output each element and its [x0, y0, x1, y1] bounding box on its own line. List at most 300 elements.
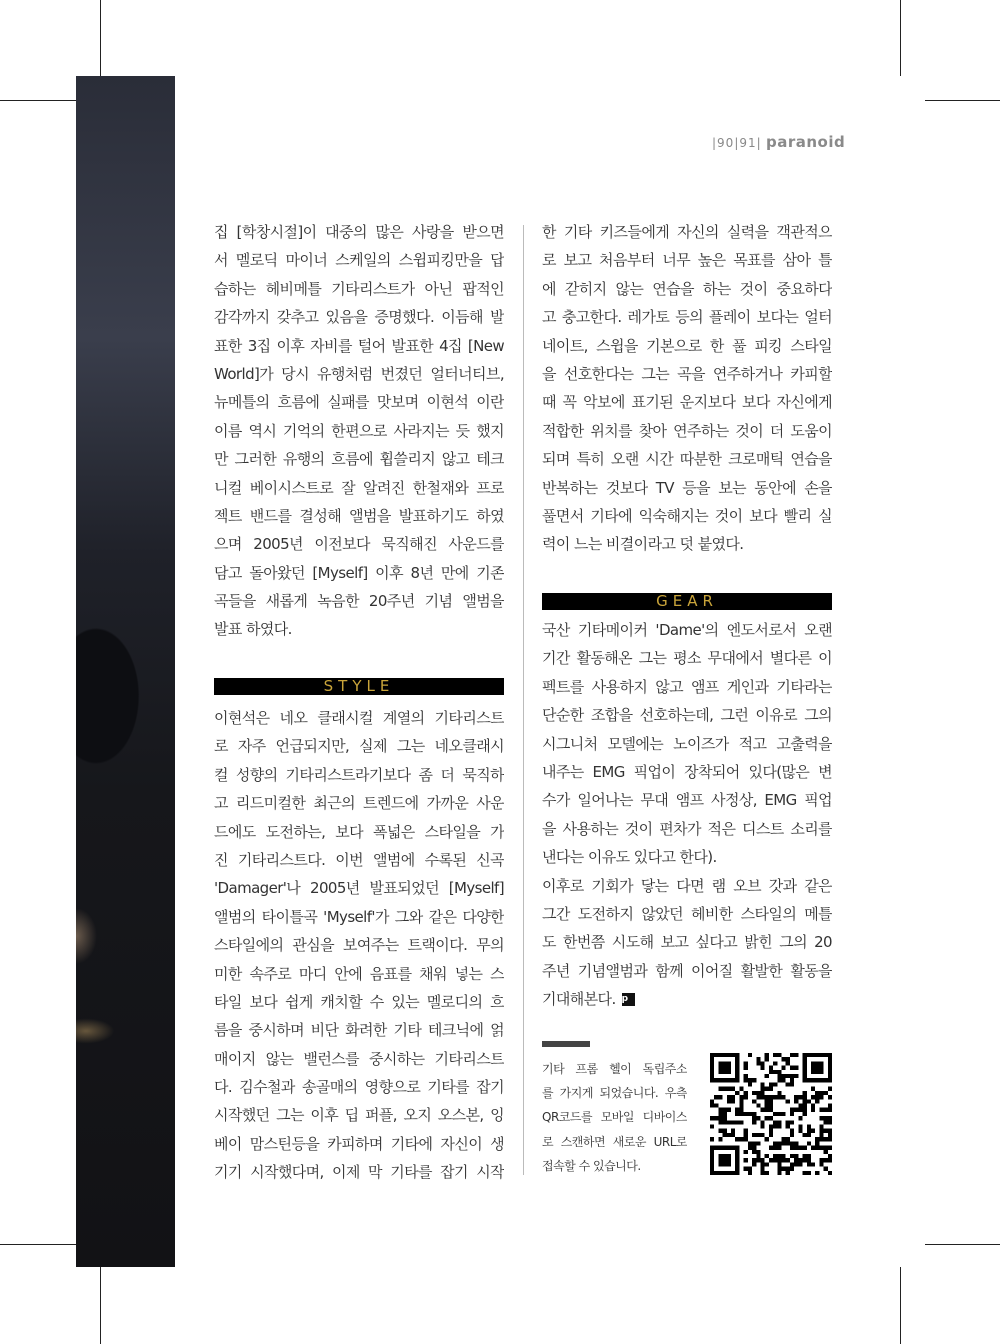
qr-module [769, 1125, 773, 1129]
text-line [214, 360, 504, 388]
qr-module [777, 1158, 781, 1162]
qr-module [756, 1150, 760, 1154]
qr-module [811, 1053, 815, 1057]
text-line [542, 1154, 687, 1178]
qr-module [777, 1146, 781, 1150]
text-line [542, 246, 832, 274]
qr-module [790, 1074, 794, 1078]
qr-module [718, 1162, 722, 1166]
end-of-article-icon: p [622, 993, 635, 1006]
qr-module [756, 1116, 760, 1120]
qr-module [773, 1082, 777, 1086]
qr-module [777, 1053, 781, 1057]
qr-module [760, 1162, 764, 1166]
text-line [214, 1101, 504, 1129]
qr-module [782, 1095, 786, 1099]
qr-module [760, 1091, 764, 1095]
qr-module [718, 1158, 722, 1162]
qr-module [765, 1057, 769, 1061]
text-line-content: 니컬 베이시스트로 잘 알려진 한철재와 프로 [214, 478, 504, 497]
text-line [214, 1073, 504, 1101]
qr-module [798, 1103, 802, 1107]
qr-module [731, 1053, 735, 1057]
qr-module [811, 1066, 815, 1070]
qr-module [727, 1087, 731, 1091]
qr-module [731, 1133, 735, 1137]
qr-module [803, 1053, 807, 1057]
qr-module [777, 1162, 781, 1166]
qr-module [765, 1162, 769, 1166]
qr-module [735, 1070, 739, 1074]
text-line [542, 843, 832, 871]
gear-body-1 [542, 616, 832, 872]
qr-module [777, 1095, 781, 1099]
qr-module [815, 1091, 819, 1095]
qr-module [811, 1070, 815, 1074]
qr-module [760, 1066, 764, 1070]
magazine-logo: paranoid [766, 133, 846, 151]
text-line-content: 서 멜로딕 마이너 스케일의 스윕피킹만을 답 [214, 251, 504, 270]
text-line [214, 530, 504, 558]
qr-module [769, 1095, 773, 1099]
qr-module [786, 1120, 790, 1124]
qr-module [723, 1129, 727, 1133]
text-line-content: 시작했던 그는 이후 딥 퍼플, 오지 오스본, 잉 [214, 1106, 504, 1125]
text-line-content: 기타 프롬 헬이 독립주소 [542, 1062, 687, 1076]
qr-module [723, 1158, 727, 1162]
qr-module [727, 1099, 731, 1103]
text-line [214, 615, 504, 643]
text-line-content: 뉴메틀의 흐름에 실패를 맛보며 이현석 이란 [214, 393, 504, 412]
qr-module [777, 1154, 781, 1158]
qr-module [723, 1070, 727, 1074]
qr-module [794, 1074, 798, 1078]
text-line-content: 을 사용하는 것이 편차가 적은 디스트 소리를 [542, 819, 832, 838]
qr-module [824, 1108, 828, 1112]
qr-module [819, 1070, 823, 1074]
text-line [542, 303, 832, 331]
qr-module [727, 1095, 731, 1099]
qr-module [748, 1112, 752, 1116]
text-line [214, 1158, 504, 1186]
qr-module [727, 1061, 731, 1065]
text-line [214, 818, 504, 846]
qr-module [756, 1091, 760, 1095]
qr-module [807, 1171, 811, 1175]
qr-module [815, 1066, 819, 1070]
text-line-content: 력이 느는 비결이라고 덧 붙였다. [542, 535, 744, 554]
qr-module [803, 1112, 807, 1116]
qr-module [718, 1066, 722, 1070]
qr-module [786, 1158, 790, 1162]
qr-module [760, 1087, 764, 1091]
qr-module [744, 1167, 748, 1171]
qr-module [769, 1116, 773, 1120]
text-line-content: 이후로 기회가 닿는 다면 램 오브 갓과 같은 [542, 876, 832, 895]
qr-module [773, 1061, 777, 1065]
qr-module [798, 1125, 802, 1129]
qr-module [744, 1150, 748, 1154]
qr-module [769, 1108, 773, 1112]
qr-module [718, 1087, 722, 1091]
qr-module [790, 1162, 794, 1166]
qr-module [760, 1082, 764, 1086]
text-line-content: 집 [학창시절]이 대중의 많은 사랑을 받으면 [214, 223, 504, 241]
qr-module [811, 1087, 815, 1091]
qr-module [786, 1167, 790, 1171]
qr-module [748, 1053, 752, 1057]
text-line-content: 앨범의 타이틀곡 'Myself'가 그와 같은 다양한 [214, 907, 504, 926]
qr-module [790, 1120, 794, 1124]
qr-module [723, 1120, 727, 1124]
qr-module [824, 1158, 828, 1162]
qr-module [769, 1070, 773, 1074]
qr-module [782, 1066, 786, 1070]
qr-module [815, 1053, 819, 1057]
text-line [214, 559, 504, 587]
text-line-content: 젝트 밴드를 결성해 앨범을 발표하기도 하였 [214, 506, 504, 525]
qr-module [744, 1129, 748, 1133]
qr-module [807, 1141, 811, 1145]
qr-module [718, 1078, 722, 1082]
qr-module [735, 1120, 739, 1124]
qr-module [748, 1167, 752, 1171]
qr-module [828, 1146, 832, 1150]
qr-module [714, 1116, 718, 1120]
text-line-content: 만 그러한 유행의 흐름에 휩쓸리지 않고 테크 [214, 450, 504, 469]
text-line [214, 874, 504, 902]
qr-module [760, 1158, 764, 1162]
qr-module [777, 1125, 781, 1129]
qr-module [714, 1053, 718, 1057]
qr-module [769, 1066, 773, 1070]
qr-module [790, 1141, 794, 1145]
qr-module [735, 1057, 739, 1061]
text-line [542, 928, 832, 956]
text-line [542, 332, 832, 360]
qr-module [735, 1078, 739, 1082]
qr-module [824, 1120, 828, 1124]
qr-module [819, 1078, 823, 1082]
text-line [542, 360, 832, 388]
qr-module [803, 1108, 807, 1112]
text-line [542, 985, 832, 1013]
qr-module [723, 1078, 727, 1082]
qr-module [819, 1091, 823, 1095]
text-line-content: 를 가지게 되었습니다. 우측 [542, 1086, 687, 1101]
qr-module [710, 1099, 714, 1103]
qr-module [735, 1074, 739, 1078]
qr-module [815, 1137, 819, 1141]
text-line [214, 704, 504, 732]
qr-module [723, 1053, 727, 1057]
qr-module [748, 1082, 752, 1086]
text-line-content: 이름 역시 기억의 한편으로 사라지는 듯 했지 [214, 421, 504, 440]
qr-module [803, 1074, 807, 1078]
qr-module [769, 1103, 773, 1107]
qr-module [710, 1057, 714, 1061]
crop-mark [100, 1267, 101, 1344]
qr-module [798, 1162, 802, 1166]
qr-module [807, 1129, 811, 1133]
qr-module [790, 1078, 794, 1082]
text-line [214, 732, 504, 760]
text-line-content: 베이 맘스틴등을 카피하며 기타에 자신이 생 [214, 1134, 504, 1153]
qr-module [714, 1095, 718, 1099]
style-heading: STYLE [214, 678, 504, 695]
qr-module [819, 1053, 823, 1057]
crop-mark [100, 0, 101, 76]
crop-mark [925, 100, 1000, 101]
qr-module [760, 1125, 764, 1129]
qr-module [710, 1053, 714, 1057]
qr-module [794, 1108, 798, 1112]
text-line [214, 1016, 504, 1044]
text-line-content: 되며 특히 오랜 시간 따분한 크로매틱 연습을 [542, 450, 832, 469]
crop-mark [900, 1267, 901, 1344]
qr-module [773, 1112, 777, 1116]
qr-module [811, 1146, 815, 1150]
right-intro [542, 218, 832, 559]
text-line-content: 스타일에의 관심을 보여주는 트랙이다. 무의 [214, 936, 504, 955]
qr-module [723, 1154, 727, 1158]
qr-module [756, 1057, 760, 1061]
qr-module [727, 1133, 731, 1137]
qr-module [828, 1057, 832, 1061]
qr-module [765, 1087, 769, 1091]
qr-module [815, 1141, 819, 1145]
text-line-content: 에 갇히지 않는 연습을 하는 것이 중요하다 [542, 279, 832, 298]
text-line [214, 388, 504, 416]
qr-module [777, 1070, 781, 1074]
qr-module [794, 1066, 798, 1070]
qr-module [752, 1091, 756, 1095]
text-line-content: 수가 일어나는 무대 앰프 사정상, EMG 픽업 [542, 791, 832, 810]
text-line-content: 미한 속주로 마디 안에 음표를 채워 넣는 스 [214, 964, 504, 983]
qr-module [782, 1141, 786, 1145]
qr-module [782, 1167, 786, 1171]
qr-module [824, 1167, 828, 1171]
text-line [542, 1081, 687, 1105]
qr-module [828, 1087, 832, 1091]
qr-module [782, 1057, 786, 1061]
qr-module [756, 1061, 760, 1065]
text-line [214, 1045, 504, 1073]
text-line-content: 을 선호한다는 그는 곡을 연주하거나 카피할 [542, 364, 832, 383]
qr-module [718, 1146, 722, 1150]
qr-module [794, 1154, 798, 1158]
qr-module [739, 1108, 743, 1112]
qr-module [803, 1095, 807, 1099]
text-line-content: 펙트를 사용하지 않고 앰프 게인과 기타라는 [542, 677, 832, 696]
qr-module [790, 1133, 794, 1137]
qr-module [748, 1171, 752, 1175]
qr-module [828, 1129, 832, 1133]
qr-module [739, 1120, 743, 1124]
qr-module [807, 1158, 811, 1162]
qr-module [735, 1158, 739, 1162]
qr-module [723, 1133, 727, 1137]
text-line-content: 네이트, 스윕을 기본으로 한 풀 피킹 스타일 [542, 336, 832, 355]
qr-module [744, 1133, 748, 1137]
qr-module [807, 1078, 811, 1082]
qr-module [798, 1108, 802, 1112]
text-line [214, 931, 504, 959]
qr-module [723, 1108, 727, 1112]
text-line-content: 접속할 수 있습니다. [542, 1158, 641, 1173]
qr-module [769, 1146, 773, 1150]
qr-module [765, 1103, 769, 1107]
qr-module [769, 1158, 773, 1162]
qr-module [727, 1070, 731, 1074]
qr-module [773, 1158, 777, 1162]
qr-module [828, 1070, 832, 1074]
qr-module [794, 1053, 798, 1057]
qr-module [765, 1099, 769, 1103]
qr-module [815, 1171, 819, 1175]
qr-module [718, 1154, 722, 1158]
qr-module [718, 1116, 722, 1120]
qr-module [773, 1125, 777, 1129]
qr-module [803, 1146, 807, 1150]
qr-module [752, 1099, 756, 1103]
crop-mark [0, 100, 76, 101]
qr-module [765, 1074, 769, 1078]
qr-module [790, 1146, 794, 1150]
qr-module [773, 1070, 777, 1074]
qr-module [803, 1154, 807, 1158]
qr-module [744, 1158, 748, 1162]
qr-module [815, 1061, 819, 1065]
text-line [542, 474, 832, 502]
qr-module [731, 1120, 735, 1124]
qr-module [794, 1146, 798, 1150]
qr-module [786, 1137, 790, 1141]
qr-module [714, 1171, 718, 1175]
text-line-content: QR코드를 모바일 디바이스 [542, 1110, 687, 1125]
qr-module [782, 1137, 786, 1141]
text-line-content: 곡들을 새롭게 녹음한 20주년 기념 앨범을 [214, 592, 504, 611]
qr-module [735, 1112, 739, 1116]
qr-module [811, 1162, 815, 1166]
qr-module [819, 1146, 823, 1150]
qr-module [824, 1150, 828, 1154]
qr-module [828, 1171, 832, 1175]
text-line [542, 786, 832, 814]
text-line [542, 445, 832, 473]
qr-module [727, 1162, 731, 1166]
text-line-content: 진 기타리스트다. 이번 앨범에 수록된 신곡 [214, 850, 504, 869]
qr-module [807, 1154, 811, 1158]
qr-module [828, 1137, 832, 1141]
qr-module [828, 1095, 832, 1099]
qr-module [752, 1112, 756, 1116]
qr-module [739, 1099, 743, 1103]
text-line-content: 습하는 헤비메틀 기타리스트가 아닌 팝적인 [214, 279, 504, 298]
gear-heading: GEAR [542, 593, 832, 610]
guitarist-photo [76, 76, 175, 1267]
qr-module [714, 1078, 718, 1082]
qr-module [727, 1171, 731, 1175]
text-line [214, 474, 504, 502]
qr-module [748, 1146, 752, 1150]
qr-module [828, 1103, 832, 1107]
qr-module [807, 1133, 811, 1137]
qr-code[interactable] [710, 1053, 832, 1175]
qr-module [710, 1167, 714, 1171]
qr-module [752, 1141, 756, 1145]
text-line-content: 기간 활동해온 그는 평소 무대에서 별다른 이 [542, 649, 832, 668]
note-rule [542, 1041, 590, 1047]
qr-module [718, 1171, 722, 1175]
qr-module [727, 1053, 731, 1057]
qr-module [727, 1078, 731, 1082]
text-line [542, 388, 832, 416]
text-line-content: 풀면서 기타에 익숙해지는 것이 보다 빨리 실 [542, 506, 832, 525]
qr-module [723, 1087, 727, 1091]
qr-module [748, 1078, 752, 1082]
qr-module [744, 1074, 748, 1078]
qr-module [794, 1141, 798, 1145]
qr-module [790, 1082, 794, 1086]
qr-module [777, 1078, 781, 1082]
qr-module [803, 1078, 807, 1082]
qr-module [794, 1095, 798, 1099]
qr-module [769, 1133, 773, 1137]
qr-module [744, 1091, 748, 1095]
qr-module [718, 1095, 722, 1099]
text-line-content: 감각까지 갖추고 있음을 증명했다. 이듬해 발 [214, 308, 504, 327]
text-line [542, 673, 832, 701]
qr-module [752, 1078, 756, 1082]
text-line-content: 로 스캔하면 새로운 URL로 [542, 1134, 687, 1149]
qr-module [773, 1146, 777, 1150]
qr-module [819, 1116, 823, 1120]
qr-module [828, 1074, 832, 1078]
gear-body-2 [542, 872, 832, 1014]
qr-note [542, 1057, 687, 1178]
qr-module [824, 1129, 828, 1133]
qr-module [786, 1141, 790, 1145]
qr-module [828, 1066, 832, 1070]
text-line [214, 218, 504, 246]
qr-module [723, 1116, 727, 1120]
text-line-content: 타일 보다 쉽게 캐치할 수 있는 멜로디의 흐 [214, 992, 504, 1011]
qr-module [803, 1057, 807, 1061]
qr-module [769, 1099, 773, 1103]
text-line [542, 530, 832, 558]
qr-module [710, 1103, 714, 1107]
text-line-content: 국산 기타메이커 'Dame'의 엔도서로서 오랜 [542, 621, 832, 639]
qr-module [710, 1078, 714, 1082]
qr-module [739, 1087, 743, 1091]
qr-module [731, 1129, 735, 1133]
qr-module [782, 1112, 786, 1116]
qr-module [782, 1154, 786, 1158]
qr-module [803, 1103, 807, 1107]
text-line-content: 기대해본다. [542, 990, 616, 1009]
qr-module [735, 1091, 739, 1095]
qr-module [815, 1070, 819, 1074]
qr-module [777, 1112, 781, 1116]
qr-module [790, 1167, 794, 1171]
text-line-content: 시그니처 모델에는 노이즈가 적고 고출력을 [542, 734, 832, 753]
text-line-content: 반복하는 것보다 TV 등을 보는 동안에 손을 [542, 478, 832, 497]
qr-module [811, 1078, 815, 1082]
text-line [542, 1130, 687, 1154]
text-line [542, 701, 832, 729]
text-line [214, 332, 504, 360]
